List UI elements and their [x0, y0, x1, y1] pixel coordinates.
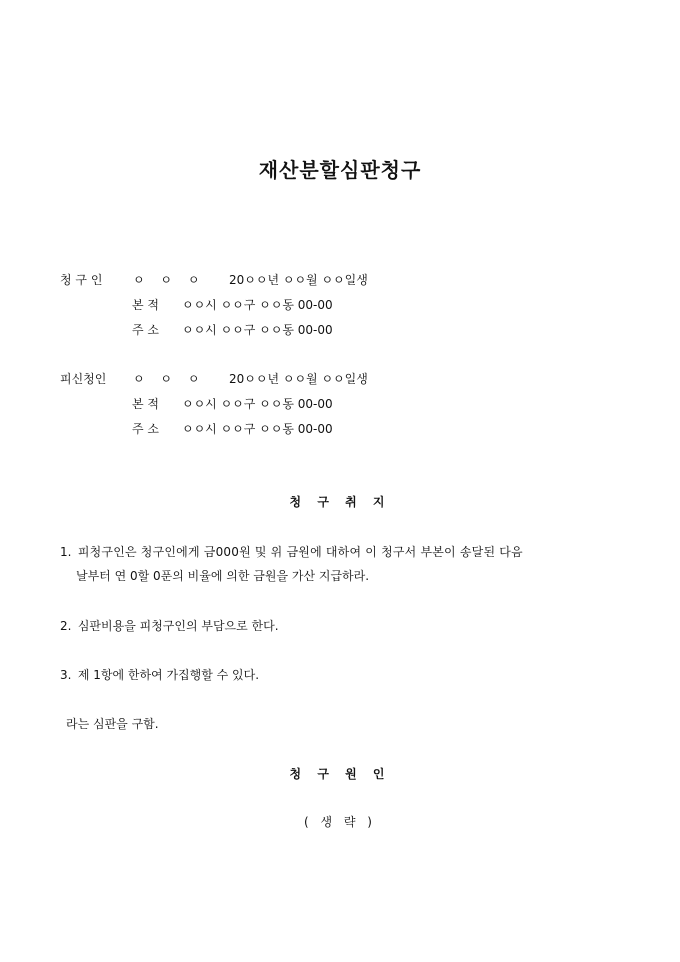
purpose-item-3: [60, 667, 259, 683]
respondent-domicile: ㅇㅇ시 ㅇㅇ구 ㅇㅇ동 00-00: [182, 397, 333, 411]
item-number: 1.: [60, 545, 72, 559]
claimant-domicile: ㅇㅇ시 ㅇㅇ구 ㅇㅇ동 00-00: [182, 298, 333, 312]
claimant-birth: 20ㅇㅇ년 ㅇㅇ월 ㅇㅇ일생: [229, 273, 368, 287]
claimant-role: 청 구 인: [60, 273, 103, 287]
purpose-heading: 청 구 취 지: [289, 495, 391, 509]
item-text-continued: 날부터 연 0할 0푼의 비율에 의한 금원을 가산 지급하라.: [76, 569, 370, 583]
document-title: 재산분할심판청구: [258, 158, 422, 182]
respondent-name: ㅇ ㅇ ㅇ: [133, 372, 206, 386]
respondent-birth: 20ㅇㅇ년 ㅇㅇ월 ㅇㅇ일생: [229, 372, 368, 386]
item-text: 심판비용을 피청구인의 부담으로 한다.: [77, 619, 279, 633]
respondent-address-label: 주 소: [132, 422, 159, 436]
respondent-role: 피신청인: [60, 372, 107, 386]
claimant-address-label: 주 소: [132, 323, 159, 337]
claimant-address: ㅇㅇ시 ㅇㅇ구 ㅇㅇ동 00-00: [182, 323, 333, 337]
item-number: 2.: [60, 619, 72, 633]
cause-note: ( 생 략 ): [304, 815, 376, 829]
respondent-address: ㅇㅇ시 ㅇㅇ구 ㅇㅇ동 00-00: [182, 422, 333, 436]
purpose-closing: 라는 심판을 구함.: [66, 717, 159, 731]
item-text: 제 1항에 한하여 가집행할 수 있다.: [77, 668, 260, 682]
cause-heading: 청 구 원 인: [289, 767, 391, 781]
item-text: 피청구인은 청구인에게 금000원 및 위 금원에 대하여 이 청구서 부본이 송달된 다음: [77, 545, 523, 559]
respondent-domicile-label: 본 적: [132, 397, 159, 411]
claimant-domicile-label: 본 적: [132, 298, 159, 312]
item-number: 3.: [60, 668, 72, 682]
claimant-name: ㅇ ㅇ ㅇ: [133, 273, 206, 287]
purpose-item-1: [60, 544, 523, 583]
purpose-item-2: [60, 618, 279, 634]
